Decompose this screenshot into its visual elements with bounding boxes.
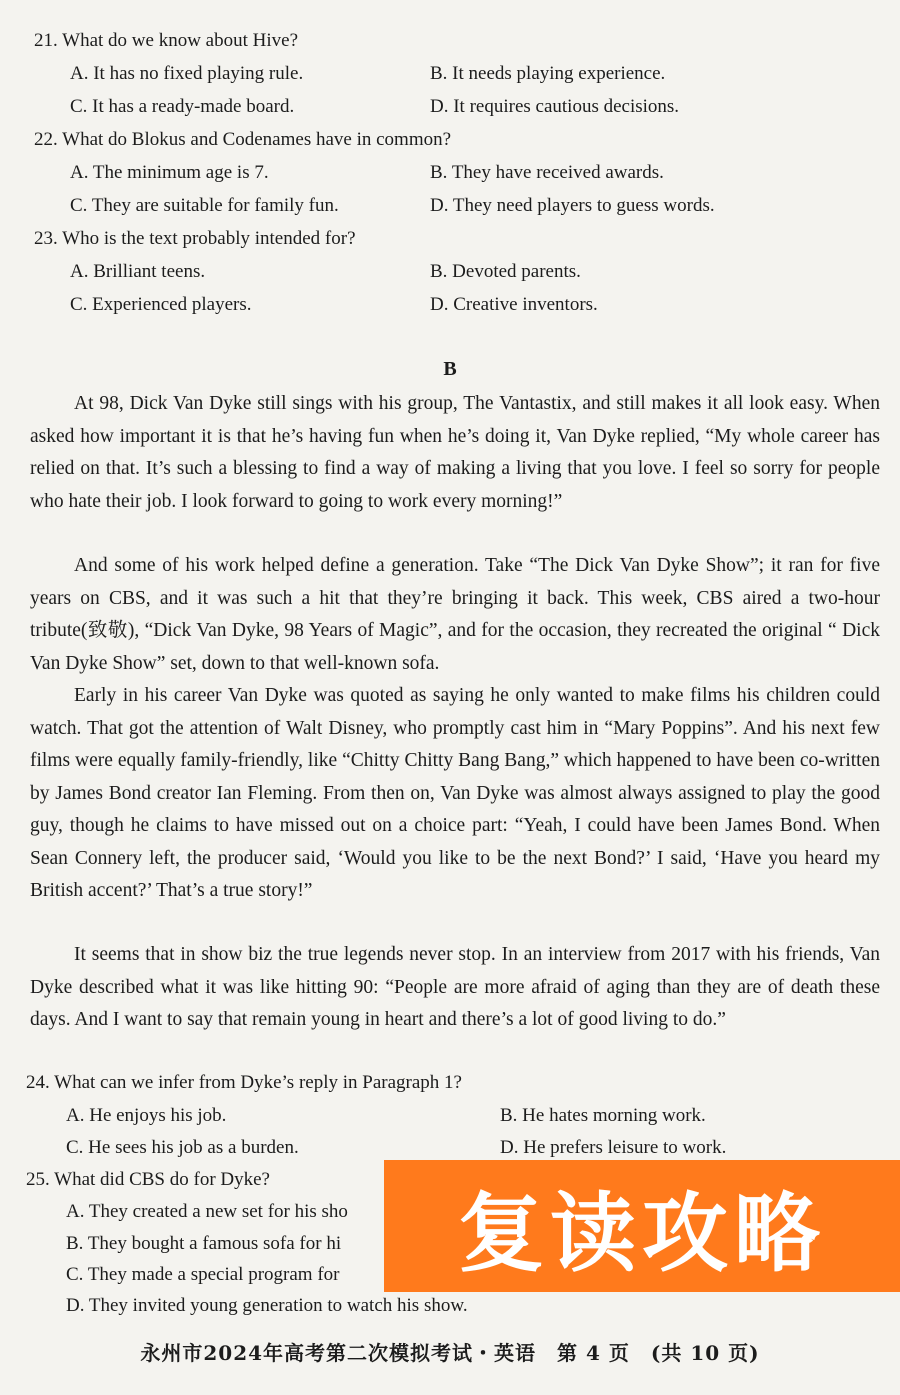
question-23-option-b: B. Devoted parents.	[430, 261, 581, 282]
question-23-option-c: C. Experienced players.	[70, 294, 252, 315]
question-23-stem: 23. Who is the text probably intended for?	[34, 228, 356, 249]
question-24-option-c: C. He sees his job as a burden.	[66, 1137, 299, 1158]
passage-paragraph-3: Early in his career Van Dyke was quoted as saying he only wanted to make films his children could watch. That got the attention of Walt Disney, who promptly cast him in “Mary Poppins”. And his next few films were equally family-friendly, like “Chitty Chitty Bang Bang,” which happened to have been co-written by James Bond creator Ian Fleming. From then on, Van Dyke was almost always assigned to play the good guy, though he claims to have missed out on a choice part: “Yeah, I could have been James Bond. When Sean Connery left, the producer said, ‘Would you like to be the next Bond?’ I said, ‘Have you heard my British accent?’ That’s a true story!”	[30, 685, 880, 901]
question-21-option-b: B. It needs playing experience.	[430, 63, 666, 84]
question-23-option-a: A. Brilliant teens.	[70, 261, 206, 282]
question-22-option-d: D. They need players to guess words.	[430, 195, 715, 216]
question-25-option-c: C. They made a special program for	[66, 1264, 340, 1285]
question-24-option-b: B. He hates morning work.	[500, 1105, 706, 1126]
question-21-stem: 21. What do we know about Hive?	[34, 30, 299, 51]
question-24-option-d: D. He prefers leisure to work.	[500, 1137, 727, 1158]
question-23-option-d: D. Creative inventors.	[430, 294, 598, 315]
question-21-option-c: C. It has a ready-made board.	[70, 96, 295, 117]
question-25-stem: 25. What did CBS do for Dyke?	[26, 1169, 270, 1190]
question-25-option-d: D. They invited young generation to watch his show.	[66, 1295, 468, 1316]
question-25-option-a: A. They created a new set for his sho	[66, 1201, 348, 1222]
watermark-banner	[384, 1160, 900, 1292]
page-footer: 永州市2024年高考第二次模拟考试・英语 第 4 页 (共 10 页)	[140, 1341, 760, 1365]
question-21-option-d: D. It requires cautious decisions.	[430, 96, 680, 117]
question-25-option-b: B. They bought a famous sofa for hi	[66, 1233, 342, 1254]
question-24-stem: 24. What can we infer from Dyke’s reply in Paragraph 1?	[26, 1072, 462, 1093]
section-heading: B	[443, 358, 457, 380]
question-24-option-a: A. He enjoys his job.	[66, 1105, 227, 1126]
passage-paragraph-4: It seems that in show biz the true legends never stop. In an interview from 2017 with his friends, Van Dyke described what it was like hitting 90: “People are more afraid of aging than they are of death these days. And I want to say that remain young in heart and there’s a lot of good living to do.”	[30, 944, 880, 1030]
question-22-stem: 22. What do Blokus and Codenames have in common?	[34, 129, 452, 150]
question-22-option-c: C. They are suitable for family fun.	[70, 195, 339, 216]
question-22-option-b: B. They have received awards.	[430, 162, 664, 183]
passage-paragraph-1: At 98, Dick Van Dyke still sings with his group, The Vantastix, and still makes it all look easy. When asked how important it is that he’s having fun when he’s doing it, Van Dyke replied, “My whole career has relied on that. It’s such a blessing to find a way of making a living that you love. I feel so sorry for people who hate their job. I look forward to going to work every morning!”	[30, 393, 880, 512]
question-21-option-a: A. It has no fixed playing rule.	[70, 63, 304, 84]
question-22-option-a: A. The minimum age is 7.	[70, 162, 269, 183]
watermark-text: 复读攻略	[458, 1184, 826, 1284]
passage-paragraph-2: And some of his work helped define a generation. Take “The Dick Van Dyke Show”; it ran for five years on CBS, and it was such a hit that they’re bringing it back. This week, CBS aired a two-hour tribute(致敬), “Dick Van Dyke, 98 Years of Magic”, and for the occasion, they recreated the original “ Dick Van Dyke Show” set, down to that well-known sofa.	[30, 555, 880, 674]
